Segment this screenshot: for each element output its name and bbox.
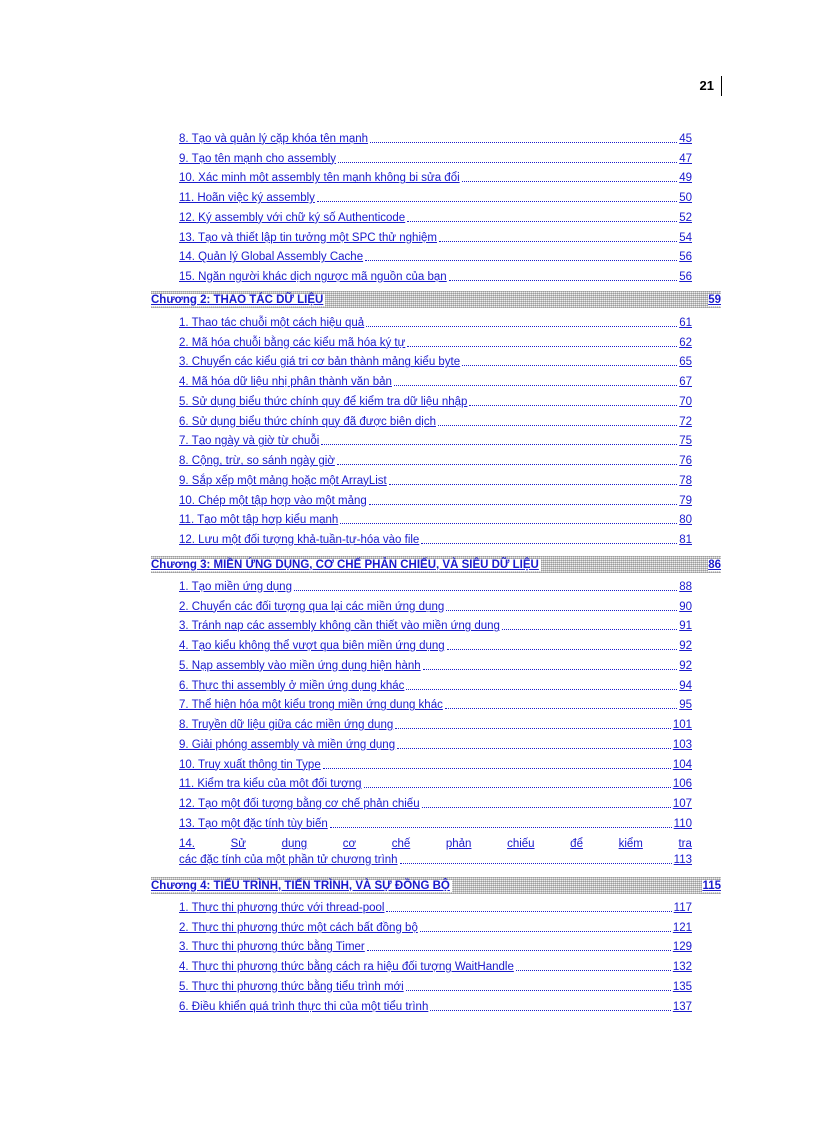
chapter-page: 86	[708, 558, 721, 571]
toc-entry-page: 101	[672, 719, 692, 732]
dot-leader	[469, 405, 677, 406]
toc-entry-page: 81	[679, 534, 692, 547]
toc-entry-link[interactable]	[179, 488, 692, 508]
toc-entry-title: 5. Nạp assembly vào miền ứng dụng hiện hành	[179, 659, 421, 672]
dot-leader	[423, 669, 678, 670]
toc-entry-link[interactable]	[179, 429, 692, 449]
toc-entry-title: 4. Tạo kiểu không thể vượt qua biên miền ứng dụng	[179, 640, 445, 653]
toc-entry-page: 47	[679, 152, 692, 165]
dot-leader	[421, 543, 677, 544]
chapter-heading-link[interactable]	[151, 877, 721, 894]
dot-leader	[340, 523, 677, 524]
toc-entry-page: 110	[673, 817, 692, 830]
toc-entry-page: 78	[679, 474, 692, 487]
chapter-title: Chương 2: THAO TÁC DỮ LIỆU	[151, 293, 324, 306]
toc-entry-link[interactable]	[179, 409, 692, 429]
toc-entry-page: 106	[672, 778, 692, 791]
toc-entry-page: 75	[679, 435, 692, 448]
dot-leader	[386, 911, 671, 912]
dot-leader	[366, 326, 677, 327]
toc-entry-title: 9. Giải phóng assembly và miền ứng dụng	[179, 738, 396, 751]
toc-entry-title: 1. Thực thi phương thức với thread-pool	[179, 901, 385, 914]
toc-entry-link[interactable]	[179, 693, 692, 713]
title-word: để	[570, 838, 583, 850]
chapter-heading-link[interactable]	[151, 556, 721, 573]
toc-entry-title: 2. Thực thi phương thức một cách bất đồng bộ	[179, 921, 418, 934]
toc-entry-page: 65	[679, 356, 692, 369]
toc-entry-page: 104	[672, 758, 692, 771]
toc-entry-link[interactable]	[179, 468, 692, 488]
toc-entry-title: 12. Ký assembly với chữ ký số Authenticode	[179, 211, 406, 224]
toc-entry-title: 3. Thực thi phương thức bằng Timer	[179, 941, 365, 954]
dot-leader	[420, 931, 671, 932]
toc-entry-link[interactable]	[179, 752, 692, 772]
dot-leader	[406, 689, 677, 690]
toc-entry-title: 5. Thực thi phương thức bằng tiểu trình mới	[179, 980, 404, 993]
dot-leader	[394, 385, 677, 386]
toc-entry-title: 8. Cộng, trừ, so sánh ngày giờ	[179, 455, 335, 468]
toc-entry-page: 54	[679, 231, 692, 244]
dot-leader	[438, 425, 677, 426]
toc-entry-link[interactable]	[179, 527, 692, 547]
toc-entry-link[interactable]	[179, 954, 692, 974]
toc-entry-title: 6. Sử dụng biểu thức chính quy đã được biên dịch	[179, 415, 436, 428]
toc-entry-link[interactable]	[179, 633, 692, 653]
toc-entry-title: 3. Chuyển các kiểu giá trị cơ bản thành mảng kiểu byte	[179, 356, 461, 369]
toc-entry-page: 132	[672, 961, 692, 974]
title-word: cơ	[342, 838, 357, 850]
toc-entry-page: 103	[672, 738, 692, 751]
toc-entry-link[interactable]	[179, 994, 692, 1014]
toc-entry-title: 11. Kiểm tra kiểu của một đối tượng	[179, 778, 362, 791]
toc-entry-link[interactable]	[179, 448, 692, 468]
toc-entry-link[interactable]	[179, 369, 692, 389]
toc-entry-link[interactable]	[179, 264, 692, 284]
chapter-heading-link[interactable]	[151, 291, 721, 308]
toc-entry-link[interactable]	[179, 974, 692, 994]
dot-leader	[516, 970, 671, 971]
toc-entry-title: 6. Điều khiển quá trình thực thi của một tiểu trình	[179, 1000, 429, 1013]
toc-entry-page: 91	[679, 620, 692, 633]
toc-entry-link[interactable]	[179, 653, 692, 673]
toc-entry-link[interactable]	[179, 185, 692, 205]
toc-entry-page: 129	[672, 941, 692, 954]
toc-entry-link[interactable]	[179, 935, 692, 955]
toc-entry-page: 113	[673, 854, 692, 866]
toc-entry-link[interactable]	[179, 205, 692, 225]
dot-leader	[395, 728, 671, 729]
toc-entry-title: 9. Sắp xếp một mảng hoặc một ArrayList	[179, 474, 387, 487]
dot-leader	[330, 827, 672, 828]
toc-entry-title: 13. Tạo một đặc tính tùy biến	[179, 817, 328, 830]
toc-entry-page: 61	[679, 316, 692, 329]
toc-entry-page: 137	[672, 1000, 692, 1013]
toc-entry-page: 107	[672, 798, 692, 811]
dot-leader	[446, 610, 677, 611]
toc-entry-title: 7. Thể hiện hóa một kiểu trong miền ứng dụng khác	[179, 699, 443, 712]
dot-leader	[439, 241, 677, 242]
title-word: dụng	[281, 838, 308, 850]
dot-leader	[338, 162, 677, 163]
toc-entry-title: 1. Tạo miền ứng dụng	[179, 580, 292, 593]
dot-leader	[407, 221, 677, 222]
dot-leader	[462, 181, 678, 182]
toc-entry-title: 5. Sử dụng biểu thức chính quy để kiểm tra dữ liệu nhập	[179, 395, 468, 408]
chapter-page: 59	[708, 293, 721, 306]
toc-entry-page: 56	[679, 251, 692, 264]
dot-leader	[430, 1010, 670, 1011]
dot-leader	[365, 260, 677, 261]
toc-entry-page: 62	[679, 336, 692, 349]
dot-leader	[422, 807, 671, 808]
dot-leader	[337, 464, 677, 465]
toc-entry-link[interactable]	[179, 811, 692, 831]
toc-entry-title: 9. Tạo tên mạnh cho assembly	[179, 152, 337, 165]
toc-entry-link[interactable]	[179, 245, 692, 265]
dot-leader	[502, 629, 677, 630]
toc-entry-title: 4. Mã hóa dữ liệu nhị phân thành văn bản	[179, 376, 392, 389]
toc-entry-page: 92	[679, 659, 692, 672]
toc-entry-title: 4. Thực thi phương thức bằng cách ra hiệu đối tượng WaitHandle	[179, 961, 514, 974]
toc-entry-page: 45	[679, 132, 692, 145]
toc-entry-page: 70	[679, 395, 692, 408]
dot-leader	[389, 484, 677, 485]
dot-leader	[400, 863, 672, 864]
title-word: chiếu	[507, 838, 535, 850]
dot-leader	[294, 590, 677, 591]
toc-entry-title-line2	[179, 851, 692, 867]
toc-entry-link[interactable]	[179, 146, 692, 166]
dot-leader	[397, 748, 671, 749]
toc-entry-link[interactable]	[179, 166, 692, 186]
toc-entry-link[interactable]	[179, 594, 692, 614]
toc-entry-link[interactable]	[179, 389, 692, 409]
toc-entry-title: các đặc tính của một phần tử chương trình	[179, 854, 398, 866]
title-word: kiểm	[618, 838, 643, 850]
toc-entry-title: 12. Tạo một đối tượng bằng cơ chế phản chiếu	[179, 798, 420, 811]
toc-entry-title: 8. Truyền dữ liệu giữa các miền ứng dụng	[179, 719, 394, 732]
toc-entry-link[interactable]	[179, 225, 692, 245]
toc-entry-page: 95	[679, 699, 692, 712]
toc-entry-link[interactable]	[179, 330, 692, 350]
toc-entry-page: 121	[672, 921, 692, 934]
title-word: chế	[391, 838, 411, 850]
toc-entry-title: 15. Ngăn người khác dịch ngược mã nguồn của bạn	[179, 271, 447, 284]
toc-entry-link[interactable]	[179, 673, 692, 693]
toc-entry-page: 50	[679, 192, 692, 205]
toc-entry-link[interactable]	[179, 574, 692, 594]
toc-entry-title: 8. Tạo và quản lý cặp khóa tên mạnh	[179, 132, 369, 145]
toc-entry-page: 76	[679, 455, 692, 468]
toc-entry-page: 56	[679, 271, 692, 284]
toc-entry-link[interactable]	[179, 508, 692, 528]
dot-leader	[406, 990, 671, 991]
toc-entry-link[interactable]	[179, 732, 692, 752]
toc-entry-page: 94	[679, 679, 692, 692]
chapter-page: 115	[702, 879, 721, 892]
title-word: Sử	[230, 838, 246, 850]
title-word: 14.	[179, 838, 195, 850]
toc-entry-title: 10. Truy xuất thông tin Type	[179, 758, 321, 771]
dot-leader	[447, 649, 678, 650]
toc-entry-title: 1. Thao tác chuỗi một cách hiệu quả	[179, 316, 365, 329]
toc-entry-link[interactable]	[179, 126, 692, 146]
dot-leader	[364, 787, 671, 788]
toc-entry-title: 13. Tạo và thiết lập tin tưởng một SPC thử nghiệm	[179, 231, 437, 244]
toc-entry-link[interactable]	[179, 772, 692, 792]
toc-entry-page: 80	[679, 514, 692, 527]
toc-entry-title: 11. Hoãn việc ký assembly	[179, 192, 315, 205]
toc-entry-link[interactable]	[179, 614, 692, 634]
page-number-text: 21	[699, 78, 714, 93]
toc-entry-page: 92	[679, 640, 692, 653]
toc-entry-link[interactable]	[179, 350, 692, 370]
toc-entry-title: 3. Tránh nạp các assembly không cần thiết vào miền ứng dụng	[179, 620, 500, 633]
toc-entry-link[interactable]	[179, 712, 692, 732]
toc-entry-page: 79	[679, 494, 692, 507]
toc-entry-page: 72	[679, 415, 692, 428]
dot-leader	[323, 768, 671, 769]
dot-leader	[449, 280, 678, 281]
toc-entry-link[interactable]	[179, 835, 692, 867]
toc-entry-title: 6. Thực thi assembly ở miền ứng dụng khác	[179, 679, 405, 692]
toc-entry-link[interactable]	[179, 915, 692, 935]
dot-leader	[445, 708, 677, 709]
dot-leader	[407, 346, 677, 347]
dot-leader	[321, 444, 677, 445]
toc-entry-title-line1	[179, 835, 692, 851]
dot-leader	[462, 365, 677, 366]
toc-entry-title: 12. Lưu một đối tượng khả-tuần-tự-hóa vào file	[179, 534, 420, 547]
toc-entry-page: 135	[672, 980, 692, 993]
toc-entry-page: 88	[679, 580, 692, 593]
toc-entry-title: 14. Quản lý Global Assembly Cache	[179, 251, 364, 264]
chapter-title: Chương 3: MIỀN ỨNG DỤNG, CƠ CHẾ PHẢN CHIẾU, VÀ SIÊU DỮ LIỆU	[151, 558, 539, 571]
toc-entry-title: 2. Mã hóa chuỗi bằng các kiểu mã hóa ký tự	[179, 336, 406, 349]
title-word: tra	[678, 838, 692, 850]
toc-entry-link[interactable]	[179, 791, 692, 811]
toc-entry-title: 10. Chép một tập hợp vào một mảng	[179, 494, 367, 507]
toc-entry-page: 90	[679, 600, 692, 613]
dot-leader	[369, 504, 677, 505]
toc-entry-page: 117	[673, 901, 692, 914]
toc-entry-title: 2. Chuyển các đối tượng qua lại các miền ứng dụng	[179, 600, 445, 613]
dot-leader	[317, 201, 677, 202]
toc-entry-link[interactable]	[179, 310, 692, 330]
toc-entry-page: 52	[679, 211, 692, 224]
dot-leader	[367, 950, 671, 951]
toc-entry-title: 10. Xác minh một assembly tên mạnh không bị sửa đổi	[179, 172, 460, 185]
chapter-title: Chương 4: TIỂU TRÌNH, TIẾN TRÌNH, VÀ SỰ ĐỒNG BỘ	[151, 879, 450, 892]
toc-entry-title: 7. Tạo ngày và giờ từ chuỗi	[179, 435, 320, 448]
title-word: phản	[445, 838, 472, 850]
toc-entry-page: 67	[679, 376, 692, 389]
dot-leader	[370, 142, 677, 143]
toc-entry-title: 11. Tạo một tập hợp kiểu mạnh	[179, 514, 339, 527]
toc-entry-link[interactable]	[179, 895, 692, 915]
toc-entry-page: 49	[679, 172, 692, 185]
